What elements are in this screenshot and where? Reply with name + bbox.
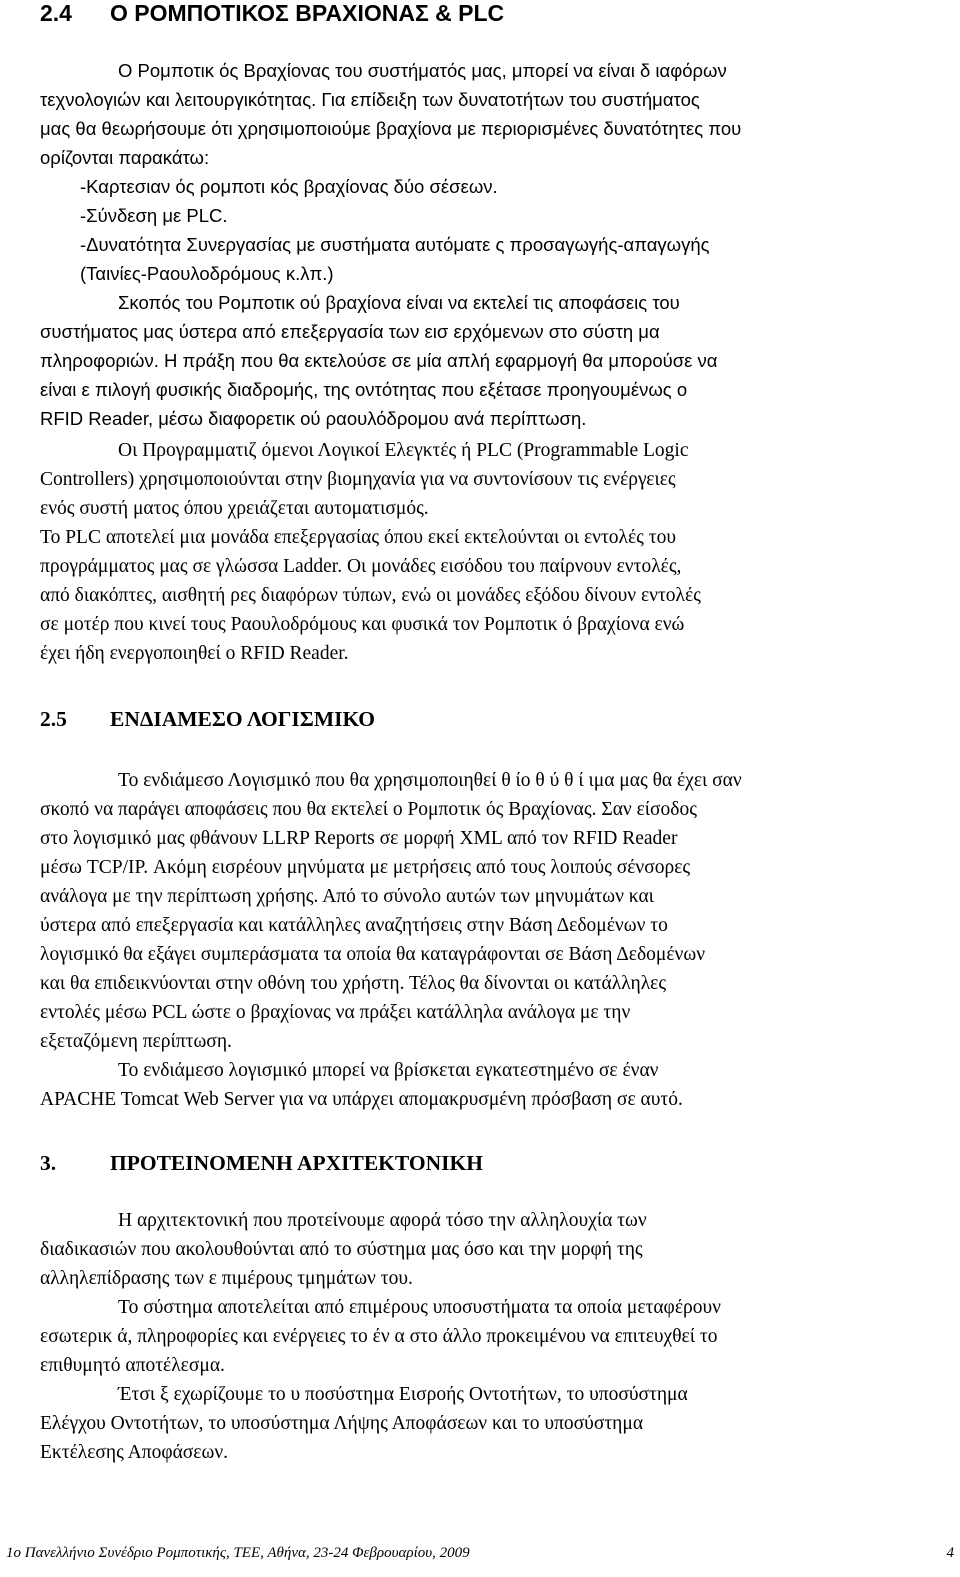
- text-line: Οι Προγραμματιζ όμενοι Λογικοί Ελεγκτές ή PLC (Programmable Logic: [118, 440, 689, 461]
- text-line: πληροφοριών. Η πράξη που θα εκτελούσε σε μία απλή εφαρμογή θα μπορούσε να: [40, 350, 718, 371]
- section-number: 2.5: [40, 707, 67, 731]
- text-line: Controllers) χρησιμοποιούνται στην βιομηχανία για να συντονίσουν τις ενέργειες: [40, 469, 676, 490]
- paragraph-middleware: [40, 766, 920, 1056]
- text-line: Έτσι ξ εχωρίζουμε το υ ποσύστημα Εισροής Οντοτήτων, το υποσύστημα: [118, 1384, 688, 1405]
- paragraph-robot-arm-purpose: [40, 288, 920, 433]
- text-line: σε μοτέρ που κινεί τους Ραουλοδρόμους και φυσικά τον Ρομποτικ ό βραχίονα ενώ: [40, 614, 685, 635]
- text-line: στο λογισμικό μας φθάνουν LLRP Reports σε μορφή XML από τον RFID Reader: [40, 828, 678, 849]
- text-line: ανάλογα με την περίπτωση χρήσης. Από το σύνολο αυτών των μηνυμάτων και: [40, 886, 654, 907]
- list-item: -Σύνδεση με PLC.: [80, 205, 228, 226]
- paragraph-robot-arm-intro: [40, 56, 920, 288]
- text-line: ενός συστή ματος όπου χρειάζεται αυτοματισμός.: [40, 498, 429, 519]
- text-line: και θα επιδεικνύονται στην οθόνη του χρήστη. Τέλος θα δίνονται οι κατάλληλες: [40, 973, 667, 994]
- paragraph-subsystem-list: [40, 1380, 920, 1467]
- list-item: -Καρτεσιαν ός ρομποτι κός βραχίονας δύο σέσεων.: [80, 176, 498, 197]
- text-line: σκοπό να παράγει αποφάσεις που θα εκτελεί ο Ρομποτικ ός Βραχίονας. Σαν είσοδος: [40, 799, 697, 820]
- text-line: Εκτέλεσης Αποφάσεων.: [40, 1442, 229, 1463]
- text-line: τεχνολογιών και λειτουργικότητας. Για επίδειξη των δυνατοτήτων του συστήματος: [40, 89, 700, 110]
- paragraph-subsystems: [40, 1293, 920, 1380]
- text-line: εντολές μέσω PCL ώστε ο βραχίονας να πράξει κατάλληλα ανάλογα με την: [40, 1002, 631, 1023]
- text-line: Ελέγχου Οντοτήτων, το υποσύστημα Λήψης Αποφάσεων και το υποσύστημα: [40, 1413, 644, 1434]
- section-number: 3.: [40, 1151, 57, 1175]
- text-line: ορίζονται παρακάτω:: [40, 147, 210, 168]
- text-line: Το σύστημα αποτελείται από επιμέρους υποσυστήματα τα οποία μεταφέρουν: [118, 1297, 721, 1318]
- paragraph-architecture: [40, 1206, 920, 1293]
- paragraph-tomcat: [40, 1056, 920, 1114]
- section-number: 2.4: [40, 0, 72, 26]
- text-line: Η αρχιτεκτονική που προτείνουμε αφορά τόσο την αλληλουχία των: [118, 1210, 647, 1231]
- text-line: μέσω TCP/IP. Ακόμη εισρέουν μηνύματα με μετρήσεις από τους λοιπούς σένσορες: [40, 857, 691, 878]
- section-title: ΕΝΔΙΑΜΕΣΟ ΛΟΓΙΣΜΙΚΟ: [110, 707, 376, 731]
- page-footer: [0, 1545, 960, 1569]
- text-line: λογισμικό θα εξάγει συμπεράσματα τα οποία θα καταγράφονται σε Βάση Δεδομένων: [40, 944, 706, 965]
- section-heading-2-4: [40, 0, 504, 26]
- text-line: συστήματος μας ύστερα από επεξεργασία των εισ ερχόμενων στο σύστη μα: [40, 321, 660, 342]
- text-line: εσωτερικ ά, πληροφορίες και ενέργειες το έν α στο άλλο προκειμένου να επιτευχθεί το: [40, 1326, 718, 1347]
- text-line: ύστερα από επεξεργασία και κατάλληλες αναζητήσεις στην Βάση Δεδομένων το: [40, 915, 668, 936]
- text-line: αλληλεπίδρασης των ε πιμέρους τμημάτων του.: [40, 1268, 413, 1289]
- section-heading-2-5: [40, 706, 375, 732]
- text-line: RFID Reader, μέσω διαφορετικ ού ραουλόδρομου ανά περίπτωση.: [40, 408, 587, 429]
- section-title: ΠΡΟΤΕΙΝΟΜΕΝΗ ΑΡΧΙΤΕΚΤΟΝΙΚΗ: [110, 1151, 483, 1175]
- text-line: διαδικασιών που ακολουθούνται από το σύστημα μας όσο και την μορφή της: [40, 1239, 643, 1260]
- text-line: προγράμματος μας σε γλώσσα Ladder. Οι μονάδες εισόδου του παίρνουν εντολές,: [40, 556, 682, 577]
- section-title: Ο ΡΟΜΠΟΤΙΚΟΣ ΒΡΑΧΙΟΝΑΣ & PLC: [110, 0, 505, 26]
- footer-text: 1ο Πανελλήνιο Συνέδριο Ρομποτικής, ΤΕΕ, Αθήνα, 23-24 Φεβρουαρίου, 2009: [6, 1545, 470, 1561]
- list-item: -Δυνατότητα Συνεργασίας με συστήματα αυτόματε ς προσαγωγής-απαγωγής: [80, 234, 710, 255]
- page-number: 4: [946, 1545, 954, 1561]
- text-line: Ο Ρομποτικ ός Βραχίονας του συστήματός μας, μπορεί να είναι δ ιαφόρων: [118, 60, 727, 81]
- text-line: έχει ήδη ενεργοποιηθεί ο RFID Reader.: [40, 643, 349, 664]
- text-line: Σκοπός του Ρομποτικ ού βραχίονα είναι να εκτελεί τις αποφάσεις του: [118, 292, 680, 313]
- text-line: Το ενδιάμεσο λογισμικό μπορεί να βρίσκεται εγκατεστημένο σε έναν: [118, 1060, 659, 1081]
- section-heading-3: [40, 1150, 483, 1176]
- text-line: Το ενδιάμεσο Λογισμικό που θα χρησιμοποιηθεί θ ίο θ ύ θ ί ιμα μας θα έχει σαν: [118, 770, 742, 791]
- text-line: APACHE Tomcat Web Server για να υπάρχει απομακρυσμένη πρόσβαση σε αυτό.: [40, 1089, 683, 1110]
- text-line: από διακόπτες, αισθητή ρες διαφόρων τύπων, ενώ οι μονάδες εξόδου δίνουν εντολές: [40, 585, 701, 606]
- text-line: Το PLC αποτελεί μια μονάδα επεξεργασίας όπου εκεί εκτελούνται οι εντολές του: [40, 527, 677, 548]
- list-item: (Ταινίες-Ραουλοδρόμους κ.λπ.): [80, 263, 334, 284]
- text-line: μας θα θεωρήσουμε ότι χρησιμοποιούμε βραχίονα με περιορισμένες δυνατότητες που: [40, 118, 742, 139]
- text-line: εξεταζόμενη περίπτωση.: [40, 1031, 232, 1052]
- text-line: είναι ε πιλογή φυσικής διαδρομής, της οντότητας που εξέτασε προηγουμένως ο: [40, 379, 688, 400]
- text-line: επιθυμητό αποτέλεσμα.: [40, 1355, 225, 1376]
- paragraph-plc: [40, 436, 920, 668]
